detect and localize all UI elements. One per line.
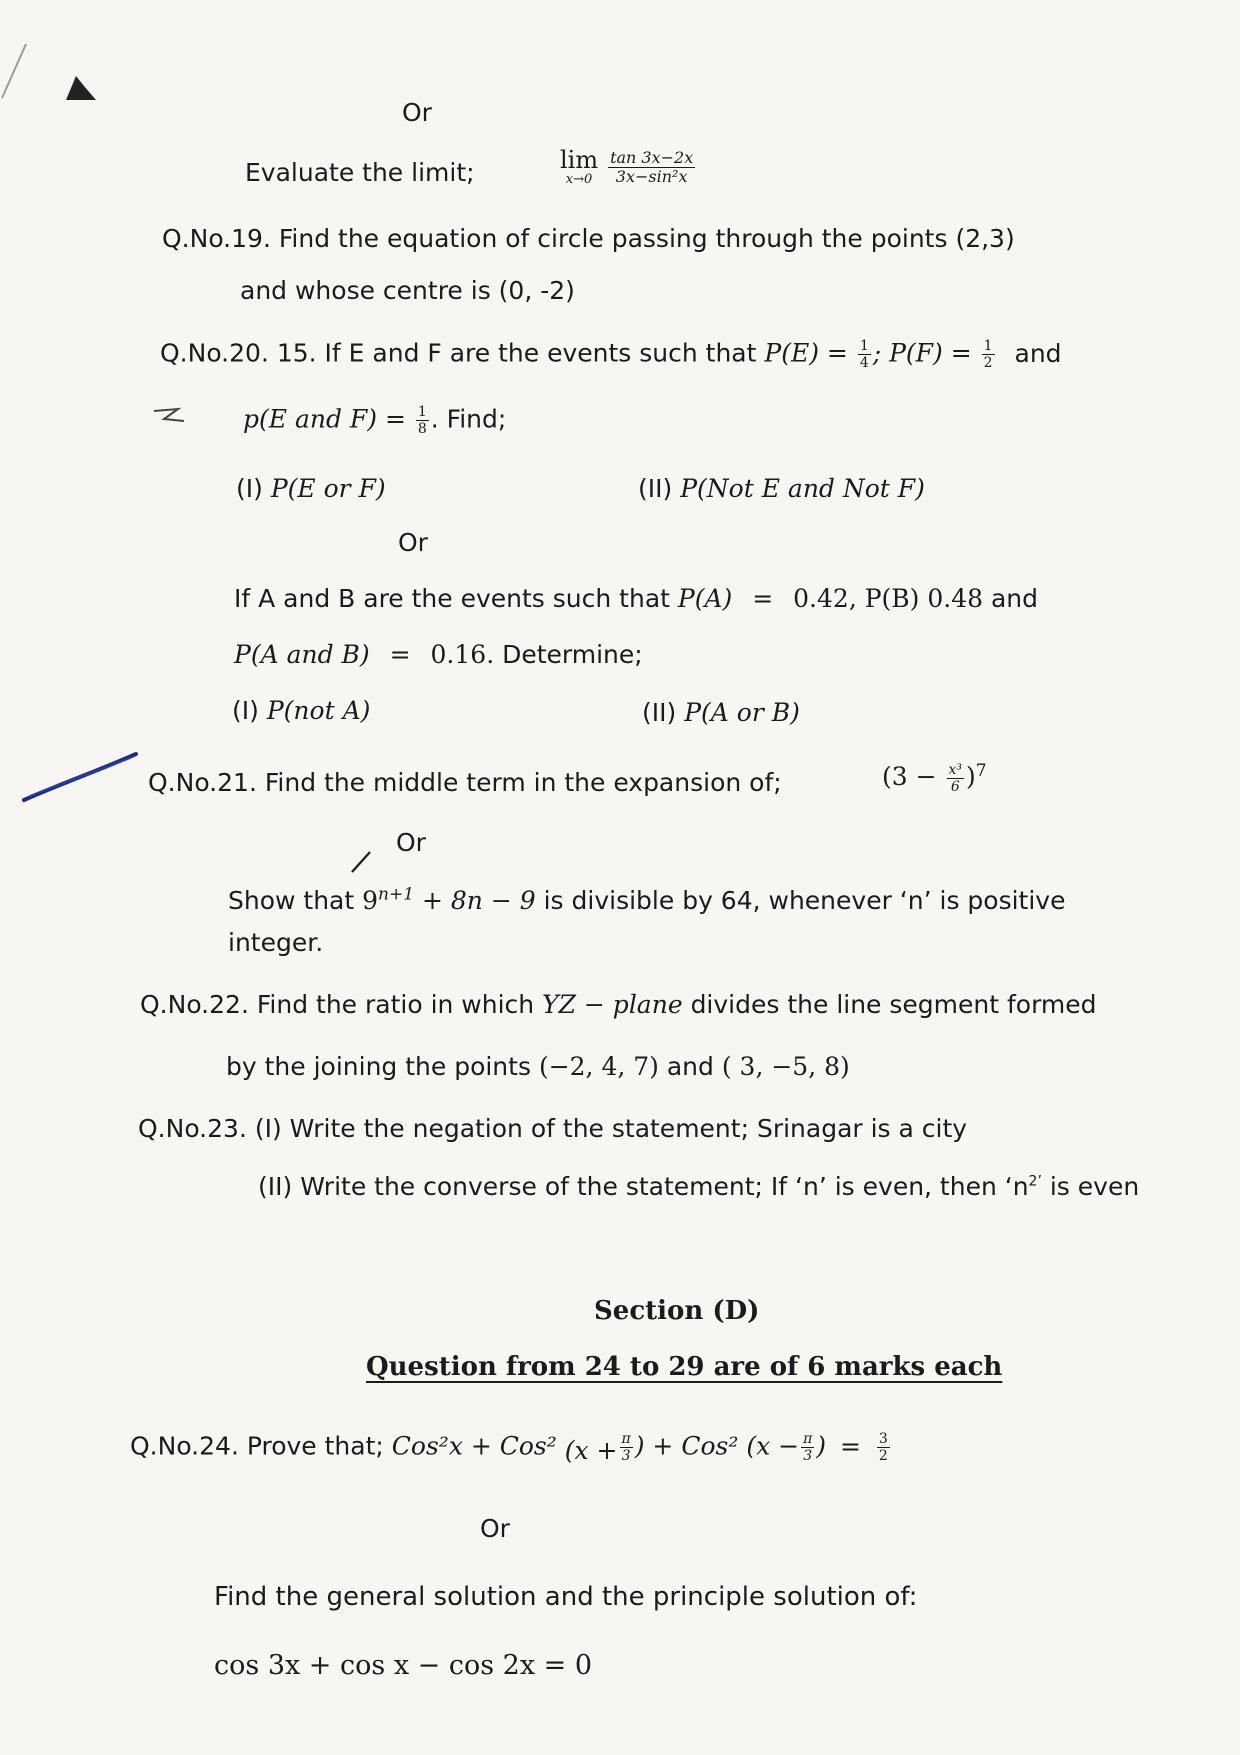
q24-plus-term: + Cos² [652, 1431, 739, 1461]
q20-intro: 15. If E and F are the events such that [276, 338, 757, 368]
q20-line2 [243, 404, 506, 437]
q24-prove: Prove that; [246, 1431, 384, 1461]
q24-t3-open: (x − [746, 1431, 800, 1461]
q24-number: Q.No.24. [130, 1431, 239, 1461]
q24-rhs-fraction [877, 1431, 890, 1464]
q24-rhs-num: 3 [878, 1431, 888, 1447]
q20-pf-den: 2 [983, 355, 993, 372]
q22-line1-end: divides the line segment formed [690, 990, 1097, 1019]
q24-alt-equation: cos 3x + cos x − cos 2x = 0 [214, 1650, 593, 1681]
q20-part2 [638, 474, 925, 504]
q20-pef: p(E and F) = [243, 404, 406, 434]
q22-line1-math: YZ − plane [542, 990, 683, 1019]
q24-alt-line1: Find the general solution and the principle solution of: [214, 1582, 918, 1612]
q23-line1 [138, 1114, 967, 1144]
q20-alt-pab-eq: = [389, 640, 411, 669]
q20-alt-part1-expr: P(not A) [266, 696, 371, 725]
q24-rhs-den: 2 [878, 1448, 888, 1465]
q22-point1: (−2, 4, 7) [538, 1052, 659, 1081]
q20-alt-pab-val: 0.16. [430, 640, 495, 669]
pen-stroke-mark [20, 748, 140, 804]
q21-expr-power: 7 [975, 760, 987, 781]
q21-expr-close: ) [966, 762, 976, 792]
q21-alt-base: 9 [362, 886, 379, 915]
q20-part1-expr: P(E or F) [270, 474, 386, 503]
q20-alt-intro: If A and B are the events such that [234, 584, 670, 613]
margin-scribble-icon [150, 405, 190, 427]
q19-text: Find the equation of circle passing through the points (2,3) [278, 224, 1015, 253]
q24-frac1-den: 3 [621, 1448, 631, 1465]
q21-frac-num: x³ [948, 762, 963, 778]
q22-line1 [140, 990, 1097, 1020]
q20-alt-part2-expr: P(A or B) [684, 698, 800, 727]
q20-part2-label: (II) [638, 474, 673, 503]
q20-part1-label: (I) [236, 474, 263, 503]
q20-alt-part1 [232, 696, 370, 726]
lim-word: lim [560, 146, 599, 174]
q20-alt-line1 [234, 584, 1038, 614]
q24-t2-open: (x + [564, 1436, 618, 1465]
q21-number: Q.No.21. [148, 768, 257, 797]
q20-and: and [1014, 338, 1062, 368]
q20-alt-pab: P(A and B) [234, 640, 370, 669]
q24-t3-close: ) [816, 1431, 827, 1461]
q21-alt-exp: n+1 [378, 884, 415, 905]
q24-frac2-den: 3 [803, 1448, 813, 1465]
q20-pe-num: 1 [859, 338, 869, 354]
q23-line2-start: (II) Write the converse of the statement; If ‘n’ is even, then ‘n [258, 1172, 1029, 1201]
q21-or-label: Or [396, 828, 426, 857]
q20-line1 [160, 338, 1062, 371]
q24-frac2 [801, 1431, 814, 1464]
q20-pf-fraction [982, 338, 995, 371]
q24-term1: Cos²x + Cos² [391, 1431, 557, 1461]
q20-part2-expr: P(Not E and Not F) [680, 474, 925, 503]
q21-alt-show: Show that [228, 886, 355, 915]
q20-alt-and: and [990, 584, 1039, 613]
q21-alt-line1 [228, 886, 1065, 916]
lim-denominator: 3x−sin²x [615, 167, 688, 187]
q20-alt-line2 [234, 640, 643, 670]
q24-frac2-num: π [803, 1431, 813, 1447]
q22-point2: ( 3, −5, 8) [721, 1052, 850, 1081]
q20-pe-den: 4 [859, 355, 869, 372]
q22-line1-start: Find the ratio in which [256, 990, 535, 1019]
q24-t2-close: ) [634, 1431, 645, 1461]
q22-line2-and: and [666, 1052, 714, 1081]
q21-alt-line2: integer. [228, 928, 324, 957]
lim-fraction [608, 149, 695, 187]
q18-evaluate-text: Evaluate the limit; [245, 158, 475, 187]
q20-pef-fraction [416, 404, 429, 437]
q20-alt-eq: = [752, 584, 774, 613]
q19-line2: and whose centre is (0, -2) [240, 276, 575, 305]
section-d-title: Section (D) [594, 1296, 760, 1326]
q24-frac1-num: π [621, 1431, 631, 1447]
q19-number: Q.No.19. [162, 224, 271, 253]
q23-line1-text: (I) Write the negation of the statement; Srinagar is a city [254, 1114, 968, 1143]
lim-subscript: x→0 [565, 172, 593, 187]
q21-alt-rest: + 8n − 9 [422, 886, 536, 915]
q20-alt-vals: 0.42, P(B) 0.48 [793, 584, 984, 613]
q20-alt-part2-label: (II) [642, 698, 677, 727]
q24-equals: = [839, 1431, 861, 1461]
q20-part1 [236, 474, 386, 504]
q23-line2-end: is even [1041, 1172, 1140, 1201]
q20-pe: P(E) = [764, 338, 848, 368]
q23-line2 [258, 1172, 1139, 1202]
q20-number: Q.No.20. [160, 338, 269, 368]
q18-limit-expression [560, 148, 697, 188]
lim-numerator: tan 3x−2x [610, 147, 694, 167]
q21-fraction [947, 762, 965, 795]
q22-line2-start: by the joining the points [226, 1052, 531, 1081]
q19-line1 [162, 224, 1015, 254]
q20-alt-part1-label: (I) [232, 696, 259, 725]
q20-alt-pa: P(A) [677, 584, 733, 613]
q20-alt-determine: Determine; [502, 640, 643, 669]
corner-blot-icon [62, 70, 102, 104]
q21-frac-den: 6 [950, 779, 960, 796]
q21-text: Find the middle term in the expansion of; [264, 768, 782, 797]
q23-number: Q.No.23. [138, 1114, 247, 1143]
q20-pef-den: 8 [417, 421, 427, 438]
q21-alt-tail: is divisible by 64, whenever ‘n’ is positive [543, 886, 1066, 915]
q24-frac1 [620, 1431, 633, 1464]
q20-pf: ; P(F) = [872, 338, 972, 368]
q21-line [148, 768, 782, 798]
q23-line2-sup: 2’ [1028, 1173, 1042, 1190]
q24-line [130, 1426, 892, 1469]
q24-or-label: Or [480, 1514, 510, 1543]
q20-pf-num: 1 [983, 338, 993, 354]
q21-expr-open: (3 − [882, 762, 937, 792]
q18-or-label: Or [402, 98, 432, 127]
page-edge-stroke [0, 40, 30, 100]
q20-or-label: Or [398, 528, 428, 557]
q20-pef-num: 1 [417, 404, 427, 420]
tick-mark [350, 848, 374, 874]
q24-paren-group1 [565, 1427, 618, 1468]
q22-line2 [226, 1052, 850, 1082]
section-d-subtitle: Question from 24 to 29 are of 6 marks each [366, 1352, 1003, 1382]
q21-expression [882, 762, 987, 795]
q20-find: . Find; [430, 404, 507, 434]
q20-alt-part2 [642, 698, 800, 728]
q22-number: Q.No.22. [140, 990, 249, 1019]
q20-pe-fraction [858, 338, 871, 371]
